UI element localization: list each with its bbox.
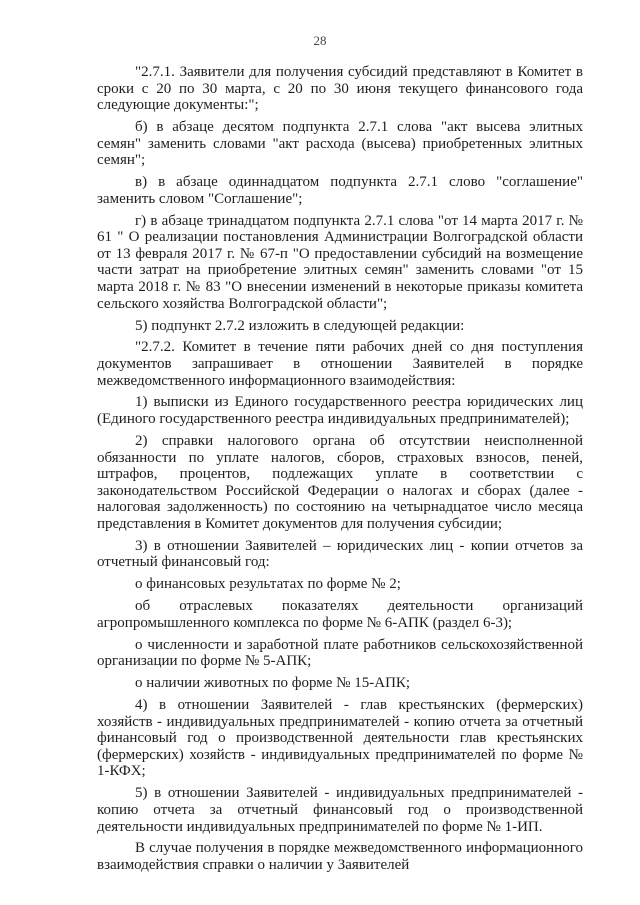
list-item-4: 4) в отношении Заявителей - глав крестьянских (фермерских) хозяйств - индивидуальных предпринимателей - копию отчета за отчетный финансовый год о производственной деятельности глав крестьянских (фермерских) хозяйств - индивидуальных предпринимателей по форме № 1-КФХ; (97, 697, 583, 780)
paragraph-2-7-2: "2.7.2. Комитет в течение пяти рабочих дней со дня поступления документов запрашивает в отношении Заявителей в порядке межведомственного информационного взаимодействия: (97, 339, 583, 389)
document-body (97, 64, 583, 874)
paragraph-g: г) в абзаце тринадцатом подпункта 2.7.1 слова "от 14 марта 2017 г. № 61 " О реализации постановления Администрации Волгоградской области от 13 февраля 2017 г. № 67-п "О предоставлении субсидий на возмещение части затрат на приобретение элитных семян" заменить словами "от 15 марта 2018 г. № 83 "О внесении изменений в некоторые приказы комитета сельского хозяйства Волгоградской области"; (97, 212, 583, 312)
paragraph-v: в) в абзаце одиннадцатом подпункта 2.7.1 слово "соглашение" заменить словом "Соглашение"; (97, 174, 583, 207)
paragraph-5: 5) подпункт 2.7.2 изложить в следующей редакции: (135, 317, 465, 334)
paragraph-2-7-1: "2.7.1. Заявители для получения субсидий представляют в Комитет в сроки с 20 по 30 марта, с 20 по 30 июня текущего финансового года следующие документы:"; (97, 64, 583, 114)
paragraph-b: б) в абзаце десятом подпункта 2.7.1 слова "акт высева элитных семян" заменить словами "акт расхода (высева) приобретенных элитных семян"; (97, 119, 583, 169)
list-item-5: 5) в отношении Заявителей - индивидуальных предпринимателей - копию отчета за отчетный финансовый год о производственной деятельности индивидуальных предпринимателей по форме № 1-ИП. (97, 785, 583, 835)
sub-item-animals: о наличии животных по форме № 15-АПК; (135, 675, 411, 692)
sub-item-industry-indicators: об отраслевых показателях деятельности организаций агропромышленного комплекса по форме № 6-АПК (раздел 6-3); (97, 598, 583, 631)
page-number: 28 (313, 33, 327, 48)
list-item-1: 1) выписки из Единого государственного реестра юридических лиц (Единого государственного реестра индивидуальных предпринимателей); (97, 394, 583, 428)
list-item-3: 3) в отношении Заявителей – юридических лиц - копии отчетов за отчетный финансовый год: (97, 537, 583, 571)
sub-item-financial-results: о финансовых результатах по форме № 2; (135, 576, 401, 593)
paragraph-final: В случае получения в порядке межведомственного информационного взаимодействия справки о наличии у Заявителей (97, 840, 583, 873)
sub-item-employees: о численности и заработной плате работников сельскохозяйственной организации по форме № 5-АПК; (97, 636, 583, 670)
list-item-2: 2) справки налогового органа об отсутствии неисполненной обязанности по уплате налогов, сборов, страховых взносов, пеней, штрафов, процентов, подлежащих уплате в соответствии с законодательством Российской Федерации о налогах и сборах (далее - налоговая задолженность) по состоянию на четырнадцатое число месяца представления в Комитет документов для получения субсидии; (97, 432, 583, 532)
